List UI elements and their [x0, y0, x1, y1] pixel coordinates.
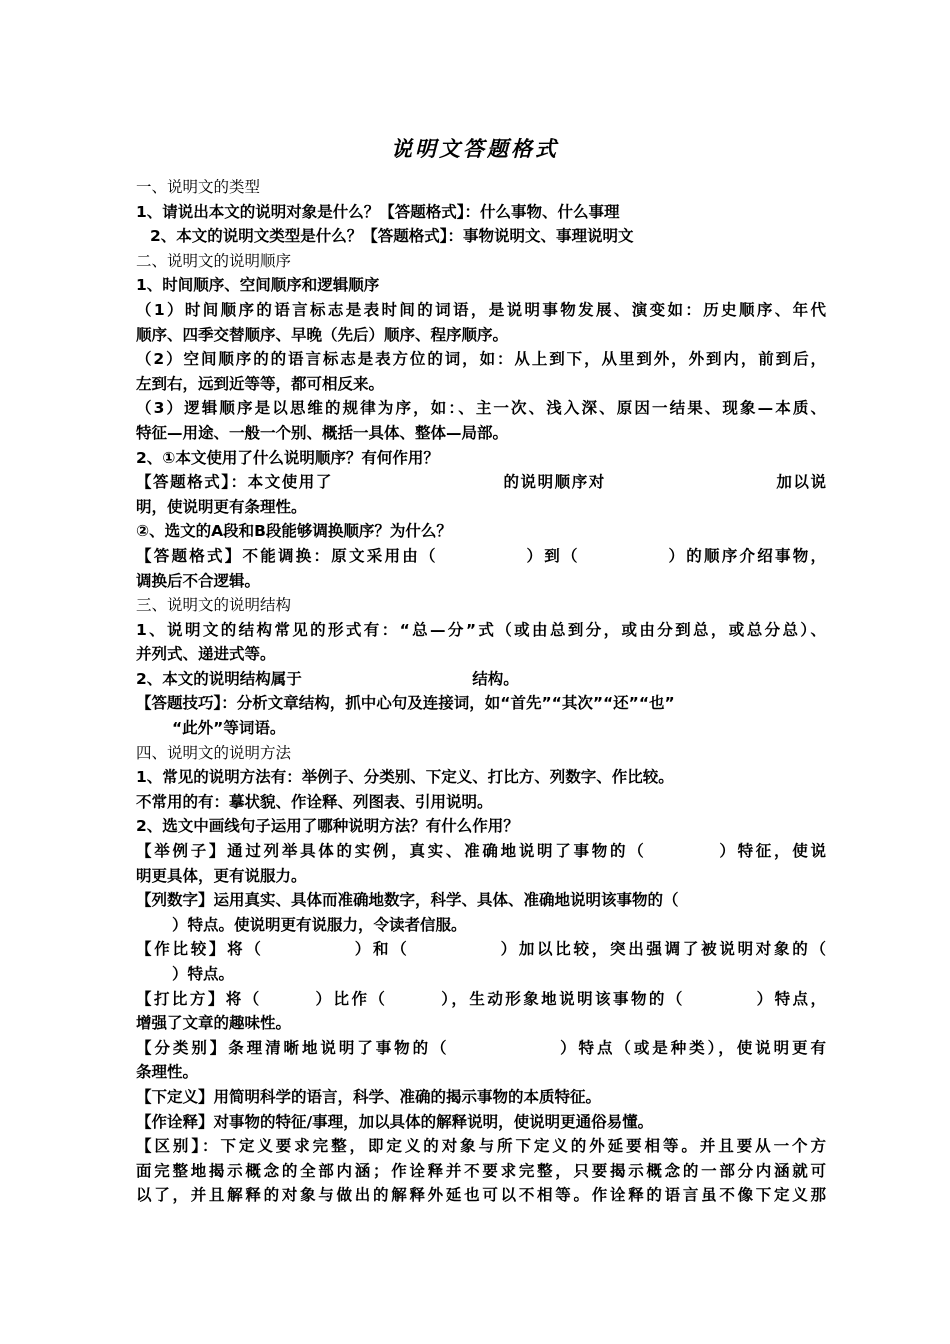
text-line: 【下定义】用简明科学的语言，科学、准确的揭示事物的本质特征。 — [136, 1087, 602, 1106]
text-line: 特征—用途、一般一个别、概括一具体、整体—局部。 — [136, 423, 509, 442]
text-line: 一、说明文的类型 — [136, 178, 261, 196]
text-line: 以了，并且解释的对象与做出的解释外延也可以不相等。作诠释的语言虽不像下定义那 — [136, 1186, 826, 1205]
text-line: 【作比较】将（ ）和（ ）加以比较，突出强调了被说明对象的（ — [136, 940, 826, 959]
text-line: 顺序、四季交替顺序、早晚（先后）顺序、程序顺序。 — [136, 325, 509, 344]
text-line: ）特点。 — [172, 965, 235, 983]
text-line: 左到右，远到近等等，都可相反来。 — [136, 374, 385, 393]
text-line: 【答题格式】不能调换：原文采用由（ ）到（ ）的顺序介绍事物， — [136, 546, 826, 565]
text-line: 1、请说出本文的说明对象是什么？【答题格式】：什么事物、什么事理 — [136, 202, 620, 221]
text-line: ）特点。使说明更有说服力，令读者信服。 — [172, 915, 467, 934]
text-line: 2、本文的说明文类型是什么？【答题格式】：事物说明文、事理说明文 — [150, 227, 634, 246]
text-line: 【打比方】将（ ）比作（ ），生动形象地说明该事物的（ ）特点， — [136, 989, 826, 1008]
document-title: 说明文答题格式 — [391, 136, 559, 161]
text-line: 三、说明文的说明结构 — [136, 596, 292, 615]
text-line: 【答题格式】：本文使用了 的说明顺序对 加以说 — [136, 473, 826, 492]
text-line: ②、选文的A段和B段能够调换顺序？为什么？ — [136, 522, 452, 541]
text-line: 1、说明文的结构常见的形式有：“总—分”式（或由总到分，或由分到总，或总分总）、 — [136, 620, 826, 639]
text-line: 2、选文中画线句子运用了哪种说明方法？有什么作用？ — [136, 817, 519, 836]
text-line: 【举例子】通过列举具体的实例，真实、准确地说明了事物的（ ）特征，使说 — [136, 842, 826, 861]
text-line: 【答题技巧】：分析文章结构，抓中心句及连接词，如“首先”“其次”“还”“也” — [136, 694, 675, 713]
text-line: （2）空间顺序的的语言标志是表方位的词，如：从上到下，从里到外，外到内，前到后， — [136, 350, 826, 369]
document-body — [136, 175, 826, 1208]
text-line: 调换后不合逻辑。 — [136, 571, 261, 590]
text-line: 2、本文的说明结构属于 结构。 — [136, 669, 519, 688]
text-line: 2、①本文使用了什么说明顺序？有何作用？ — [136, 448, 439, 467]
text-line: 并列式、递进式等。 — [136, 645, 276, 664]
text-line: 不常用的有：摹状貌、作诠释、列图表、引用说明。 — [136, 792, 493, 811]
text-line: 面完整地揭示概念的全部内涵；作诠释并不要求完整，只要揭示概念的一部分内涵就可 — [136, 1161, 826, 1180]
text-line: 明更具体，更有说服力。 — [136, 866, 307, 885]
text-line: 【作诠释】对事物的特征/事理，加以具体的解释说明，使说明更通俗易懂。 — [136, 1112, 654, 1131]
text-line: 1、常见的说明方法有：举例子、分类别、下定义、打比方、列数字、作比较。 — [136, 768, 674, 787]
text-line: （3）逻辑顺序是以思维的规律为序，如：、主一次、浅入深、原因一结果、现象—本质、 — [136, 399, 826, 418]
text-line: 增强了文章的趣味性。 — [136, 1014, 292, 1033]
text-line: （1）时间顺序的语言标志是表时间的词语，是说明事物发展、演变如：历史顺序、年代 — [136, 300, 826, 319]
text-line: 【分类别】条理清晰地说明了事物的（ ）特点（或是种类），使说明更有 — [136, 1038, 826, 1057]
text-line: 四、说明文的说明方法 — [136, 743, 292, 762]
text-line: “此外”等词语。 — [172, 719, 286, 738]
text-line: 明，使说明更有条理性。 — [136, 497, 307, 516]
text-line: 【列数字】运用真实、具体而准确地数字，科学、具体、准确地说明该事物的（ — [136, 891, 679, 910]
text-line: 【区别】：下定义要求完整，即定义的对象与所下定义的外延要相等。并且要从一个方 — [136, 1137, 826, 1156]
text-line: 1、时间顺序、空间顺序和逻辑顺序 — [136, 276, 380, 295]
text-line: 二、说明文的说明顺序 — [136, 251, 292, 270]
text-line: 条理性。 — [136, 1063, 199, 1082]
